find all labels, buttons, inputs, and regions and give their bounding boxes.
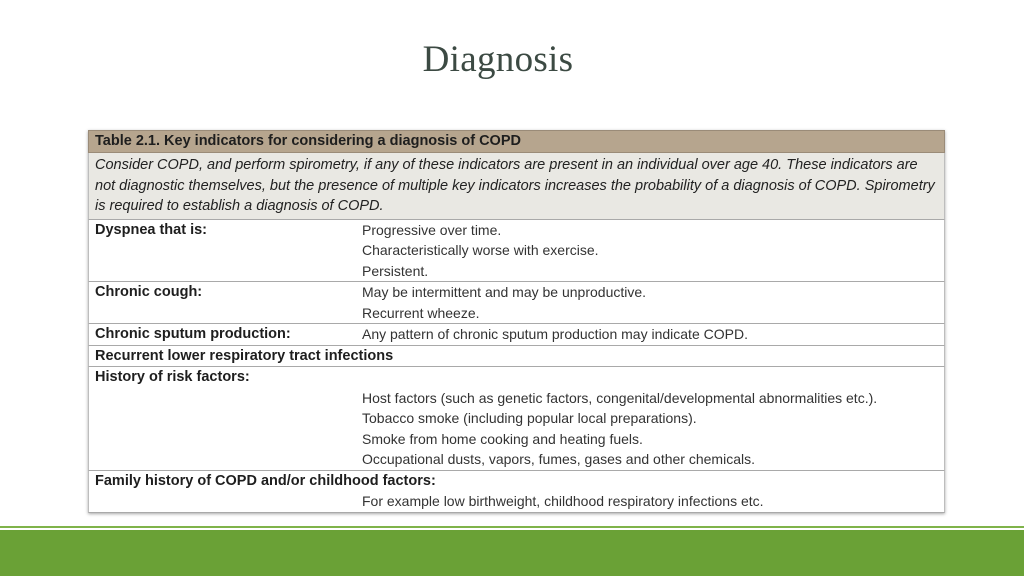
row-items <box>362 324 944 345</box>
row-items <box>362 367 944 470</box>
footer-band <box>0 530 1024 576</box>
table-intro: Consider COPD, and perform spirometry, if any of these indicators are present in an individual over age 40. These indicators are not diagnostic themselves, but the presence of multiple key indicators increases the probability of a diagnosis of COPD. Spirometry is required to establish a diagnosis of COPD. <box>88 153 945 219</box>
row-item: Characteristically worse with exercise. <box>362 242 599 258</box>
row-item: Host factors (such as genetic factors, congenital/developmental abnormalities etc.). <box>362 389 878 406</box>
row-item: Tobacco smoke (including popular local preparations). <box>362 410 697 426</box>
table-row-chronic-cough <box>88 281 945 323</box>
row-label: Chronic cough: <box>95 284 203 300</box>
copd-indicator-table <box>88 130 945 513</box>
table-row-sputum <box>88 323 945 345</box>
table-header: Table 2.1. Key indicators for considering a diagnosis of COPD <box>88 130 945 153</box>
row-label: Dyspnea that is: <box>95 221 207 238</box>
row-item: Smoke from home cooking and heating fuels. <box>362 430 643 447</box>
row-item: Persistent. <box>362 262 429 279</box>
row-item: Any pattern of chronic sputum production may indicate COPD. <box>362 326 748 342</box>
row-label: Chronic sputum production: <box>95 326 291 342</box>
table-row-infections <box>88 345 945 367</box>
footer-divider <box>0 526 1024 528</box>
table-row-family-history <box>88 470 945 513</box>
row-item: May be intermittent and may be unproductive. <box>362 284 647 300</box>
slide-title: Diagnosis <box>422 39 574 80</box>
row-label: History of risk factors: <box>95 369 250 385</box>
row-items <box>89 491 944 512</box>
table-row-dyspnea <box>88 219 945 282</box>
row-items <box>362 282 944 323</box>
row-item: Occupational dusts, vapors, fumes, gases and other chemicals. <box>362 451 755 467</box>
row-item: Recurrent wheeze. <box>362 304 480 321</box>
row-items <box>362 220 944 282</box>
row-label: Recurrent lower respiratory tract infections <box>95 347 394 364</box>
table-row-risk-factors <box>88 366 945 470</box>
row-label: Family history of COPD and/or childhood factors: <box>95 472 436 489</box>
row-item: For example low birthweight, childhood respiratory infections etc. <box>362 493 764 509</box>
row-item: Progressive over time. <box>362 221 502 238</box>
